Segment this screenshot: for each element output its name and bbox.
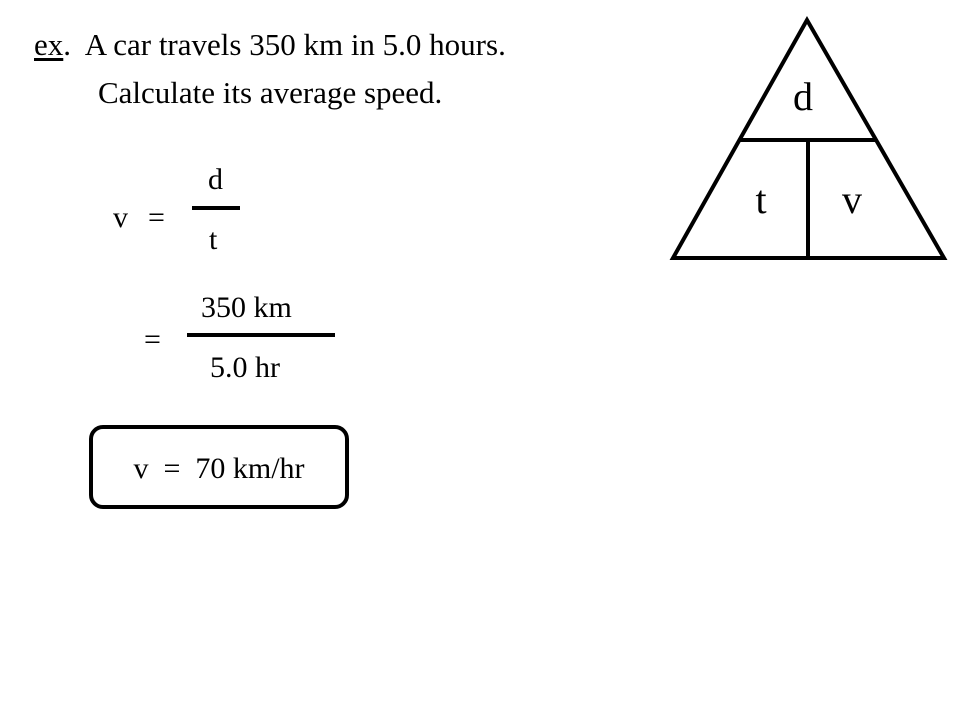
triangle-label-t: t	[755, 177, 767, 222]
substitution-denominator: 5.0 hr	[210, 351, 280, 384]
formula-numerator: d	[208, 163, 223, 196]
triangle-label-v: v	[842, 177, 862, 222]
answer-box	[89, 425, 349, 509]
substitution-fraction-bar	[187, 333, 335, 337]
problem-text: . A car travels 350 km in 5.0 hours.	[63, 27, 506, 62]
problem-statement-line1	[34, 25, 506, 65]
answer-text: v = 70 km/hr	[133, 452, 305, 485]
formula-v-symbol: v	[113, 201, 128, 234]
formula-equals-sign: =	[148, 201, 165, 234]
example-label: ex	[34, 27, 64, 62]
substitution-numerator: 350 km	[201, 291, 292, 324]
formula-fraction-bar	[192, 206, 240, 210]
formula-denominator: t	[209, 223, 218, 256]
dtv-triangle-diagram	[660, 15, 950, 265]
substitution-equals-sign: =	[144, 323, 161, 356]
triangle-label-d: d	[793, 74, 813, 119]
problem-statement-line2: Calculate its average speed.	[98, 75, 443, 110]
